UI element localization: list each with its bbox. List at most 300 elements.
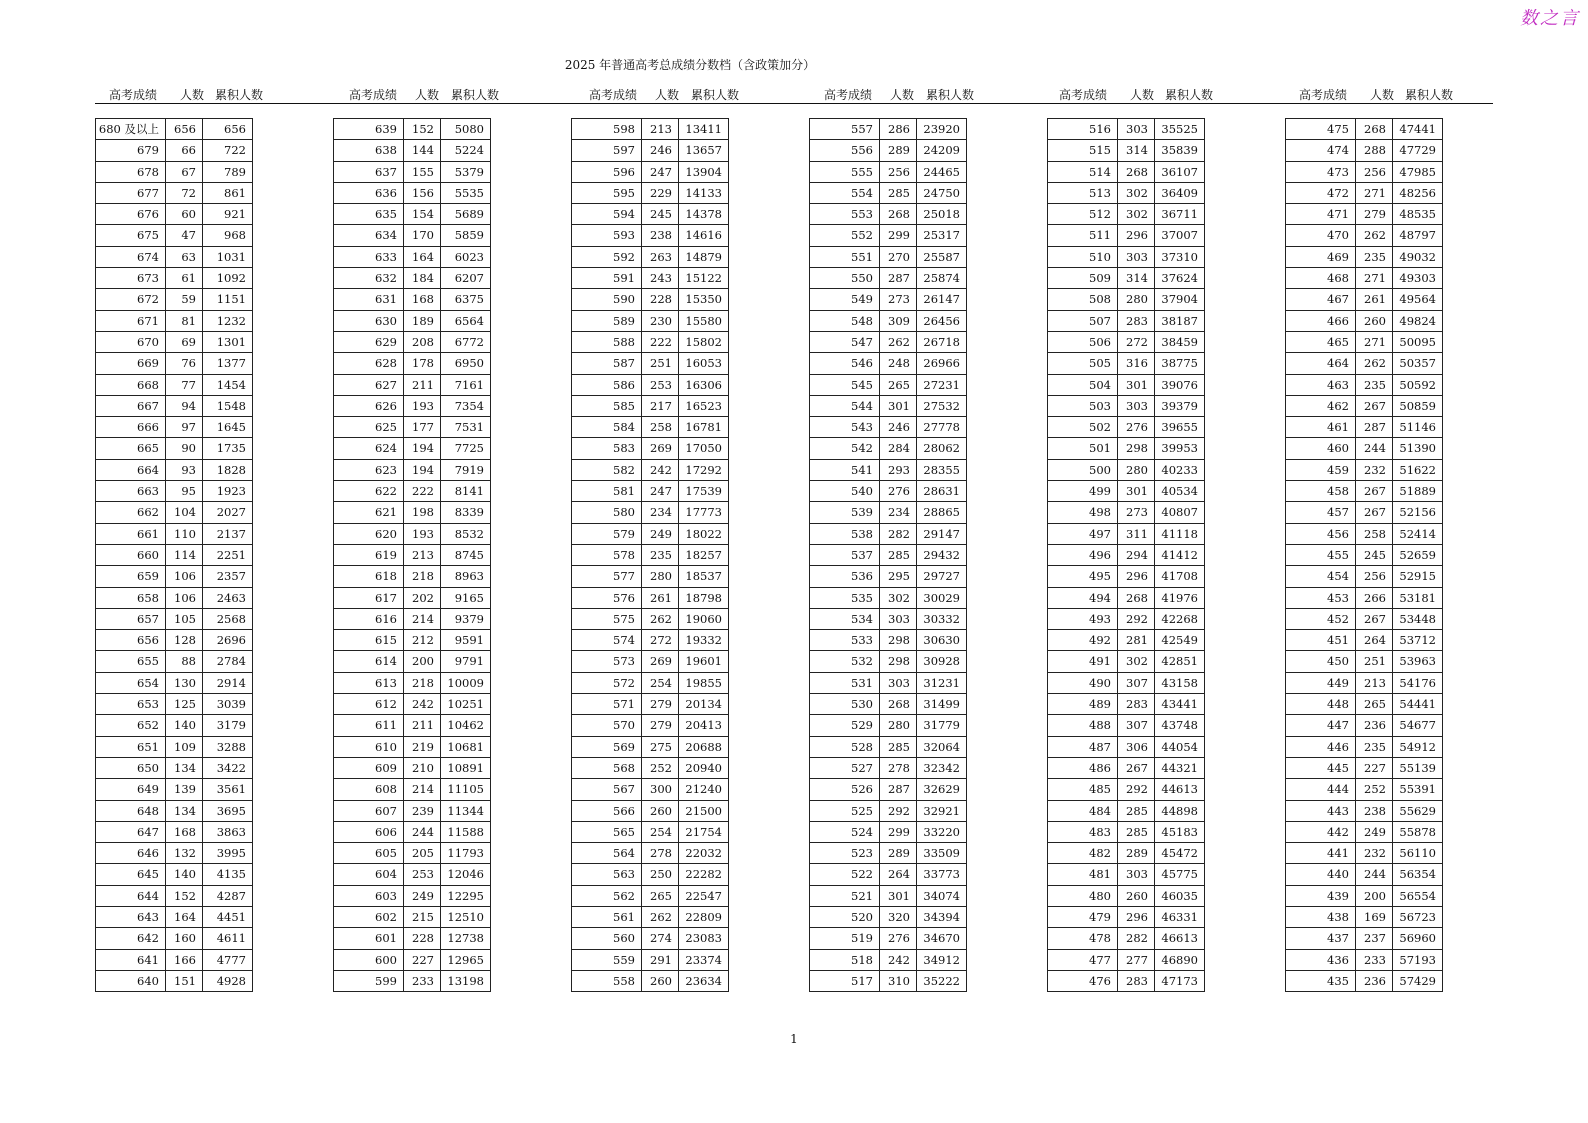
score-cell: 556 (810, 140, 880, 161)
table-row (1048, 331, 1205, 352)
table-row (1048, 779, 1205, 800)
table-row (810, 630, 967, 651)
cumulative-cell: 16781 (679, 417, 729, 438)
cumulative-cell: 29727 (917, 566, 967, 587)
cumulative-cell: 35222 (917, 970, 967, 991)
cumulative-cell: 656 (203, 119, 253, 140)
count-cell: 242 (642, 459, 679, 480)
cumulative-cell: 4287 (203, 885, 253, 906)
count-cell: 200 (1356, 885, 1393, 906)
cumulative-cell: 37904 (1155, 289, 1205, 310)
score-cell: 536 (810, 566, 880, 587)
score-cell: 469 (1286, 246, 1356, 267)
score-cell: 562 (572, 885, 642, 906)
score-cell: 474 (1286, 140, 1356, 161)
cumulative-cell: 23634 (679, 970, 729, 991)
table-row (1048, 885, 1205, 906)
table-row (1048, 459, 1205, 480)
count-cell: 244 (1356, 438, 1393, 459)
cumulative-cell: 47441 (1393, 119, 1443, 140)
cumulative-cell: 1377 (203, 353, 253, 374)
count-cell: 132 (166, 843, 203, 864)
count-cell: 292 (880, 800, 917, 821)
count-cell: 267 (1118, 757, 1155, 778)
table-row (1286, 970, 1443, 991)
table-row (572, 630, 729, 651)
table-row (1286, 438, 1443, 459)
cumulative-cell: 25317 (917, 225, 967, 246)
score-cell: 454 (1286, 566, 1356, 587)
cumulative-cell: 26147 (917, 289, 967, 310)
count-cell: 248 (880, 353, 917, 374)
count-cell: 154 (404, 204, 441, 225)
table-row (572, 502, 729, 523)
count-cell: 249 (1356, 821, 1393, 842)
count-cell: 245 (1356, 544, 1393, 565)
cumulative-cell: 43441 (1155, 694, 1205, 715)
cumulative-cell: 36107 (1155, 161, 1205, 182)
cumulative-cell: 39655 (1155, 417, 1205, 438)
count-cell: 307 (1118, 672, 1155, 693)
score-cell: 584 (572, 417, 642, 438)
count-cell: 69 (166, 331, 203, 352)
table-row (810, 331, 967, 352)
score-cell: 628 (334, 353, 404, 374)
count-cell: 214 (404, 608, 441, 629)
count-cell: 284 (880, 438, 917, 459)
count-cell: 59 (166, 289, 203, 310)
score-cell: 593 (572, 225, 642, 246)
cumulative-cell: 15580 (679, 310, 729, 331)
score-cell: 655 (96, 651, 166, 672)
cumulative-cell: 40807 (1155, 502, 1205, 523)
count-cell: 252 (642, 757, 679, 778)
score-cell: 507 (1048, 310, 1118, 331)
count-cell: 258 (1356, 523, 1393, 544)
cumulative-cell: 54441 (1393, 694, 1443, 715)
count-cell: 273 (880, 289, 917, 310)
table-row (1286, 885, 1443, 906)
count-cell: 247 (642, 481, 679, 502)
cumulative-cell: 29432 (917, 544, 967, 565)
cumulative-cell: 4611 (203, 928, 253, 949)
cumulative-cell: 2137 (203, 523, 253, 544)
cumulative-cell: 9379 (441, 608, 491, 629)
cumulative-cell: 42268 (1155, 608, 1205, 629)
count-cell: 285 (880, 544, 917, 565)
table-row (572, 800, 729, 821)
cumulative-cell: 2784 (203, 651, 253, 672)
table-row (572, 119, 729, 140)
cumulative-cell: 8339 (441, 502, 491, 523)
header-score: 高考成绩 (109, 88, 158, 102)
score-cell: 614 (334, 651, 404, 672)
table-row (810, 374, 967, 395)
count-cell: 235 (642, 544, 679, 565)
score-table-block-1 (95, 118, 253, 992)
table-row (334, 885, 491, 906)
table-row (572, 459, 729, 480)
cumulative-cell: 31779 (917, 715, 967, 736)
count-cell: 309 (880, 310, 917, 331)
table-row (334, 608, 491, 629)
cumulative-cell: 48797 (1393, 225, 1443, 246)
table-row (334, 544, 491, 565)
header-group-5 (1045, 86, 1225, 102)
cumulative-cell: 7354 (441, 395, 491, 416)
table-row (810, 779, 967, 800)
count-cell: 268 (1118, 587, 1155, 608)
table-row (810, 395, 967, 416)
score-cell: 461 (1286, 417, 1356, 438)
cumulative-cell: 1645 (203, 417, 253, 438)
count-cell: 303 (1118, 246, 1155, 267)
table-row (96, 779, 253, 800)
score-cell: 618 (334, 566, 404, 587)
header-group-3 (575, 86, 755, 102)
score-cell: 539 (810, 502, 880, 523)
score-cell: 588 (572, 331, 642, 352)
count-cell: 262 (642, 608, 679, 629)
cumulative-cell: 56554 (1393, 885, 1443, 906)
score-cell: 487 (1048, 736, 1118, 757)
table-row (96, 970, 253, 991)
count-cell: 276 (1118, 417, 1155, 438)
score-cell: 525 (810, 800, 880, 821)
count-cell: 242 (880, 949, 917, 970)
table-row (810, 821, 967, 842)
table-row (334, 502, 491, 523)
cumulative-cell: 51889 (1393, 481, 1443, 502)
count-cell: 177 (404, 417, 441, 438)
score-cell: 436 (1286, 949, 1356, 970)
cumulative-cell: 45472 (1155, 843, 1205, 864)
count-cell: 249 (404, 885, 441, 906)
count-cell: 295 (880, 566, 917, 587)
cumulative-cell: 18022 (679, 523, 729, 544)
header-count: 人数 (890, 88, 915, 102)
cumulative-cell: 2463 (203, 587, 253, 608)
count-cell: 235 (1356, 736, 1393, 757)
cumulative-cell: 35525 (1155, 119, 1205, 140)
score-cell: 570 (572, 715, 642, 736)
count-cell: 193 (404, 523, 441, 544)
table-row (1048, 821, 1205, 842)
cumulative-cell: 13198 (441, 970, 491, 991)
table-row (810, 119, 967, 140)
count-cell: 246 (880, 417, 917, 438)
count-cell: 253 (404, 864, 441, 885)
count-cell: 261 (1356, 289, 1393, 310)
table-row (810, 523, 967, 544)
table-row (334, 630, 491, 651)
table-row (572, 353, 729, 374)
score-cell: 667 (96, 395, 166, 416)
cumulative-cell: 12965 (441, 949, 491, 970)
header-group-2 (335, 86, 515, 102)
score-cell: 582 (572, 459, 642, 480)
table-row (1048, 438, 1205, 459)
count-cell: 237 (1356, 928, 1393, 949)
table-row (96, 949, 253, 970)
table-row (96, 821, 253, 842)
count-cell: 227 (1356, 757, 1393, 778)
cumulative-cell: 34912 (917, 949, 967, 970)
count-cell: 277 (1118, 949, 1155, 970)
table-row (572, 161, 729, 182)
score-cell: 641 (96, 949, 166, 970)
table-row (334, 949, 491, 970)
table-row (334, 459, 491, 480)
table-row (810, 906, 967, 927)
cumulative-cell: 52156 (1393, 502, 1443, 523)
cumulative-cell: 14378 (679, 204, 729, 225)
score-cell: 486 (1048, 757, 1118, 778)
count-cell: 298 (880, 630, 917, 651)
table-row (334, 353, 491, 374)
cumulative-cell: 10891 (441, 757, 491, 778)
count-cell: 160 (166, 928, 203, 949)
count-cell: 60 (166, 204, 203, 225)
count-cell: 152 (166, 885, 203, 906)
score-cell: 648 (96, 800, 166, 821)
table-row (1048, 417, 1205, 438)
cumulative-cell: 22282 (679, 864, 729, 885)
count-cell: 260 (1118, 885, 1155, 906)
table-row (572, 566, 729, 587)
table-row (1048, 906, 1205, 927)
score-table-block-2 (333, 118, 491, 992)
table-row (334, 481, 491, 502)
score-cell: 470 (1286, 225, 1356, 246)
table-row (334, 417, 491, 438)
cumulative-cell: 37310 (1155, 246, 1205, 267)
table-row (1048, 140, 1205, 161)
score-cell: 621 (334, 502, 404, 523)
score-cell: 496 (1048, 544, 1118, 565)
count-cell: 262 (642, 906, 679, 927)
table-row (572, 310, 729, 331)
score-cell: 493 (1048, 608, 1118, 629)
cumulative-cell: 4135 (203, 864, 253, 885)
count-cell: 298 (1118, 438, 1155, 459)
cumulative-cell: 12510 (441, 906, 491, 927)
score-cell: 478 (1048, 928, 1118, 949)
score-cell: 464 (1286, 353, 1356, 374)
count-cell: 656 (166, 119, 203, 140)
score-cell: 583 (572, 438, 642, 459)
cumulative-cell: 10009 (441, 672, 491, 693)
score-cell: 517 (810, 970, 880, 991)
table-row (1286, 246, 1443, 267)
count-cell: 235 (1356, 246, 1393, 267)
table-row (96, 544, 253, 565)
count-cell: 110 (166, 523, 203, 544)
score-cell: 640 (96, 970, 166, 991)
count-cell: 261 (642, 587, 679, 608)
count-cell: 268 (1356, 119, 1393, 140)
score-cell: 642 (96, 928, 166, 949)
cumulative-cell: 34074 (917, 885, 967, 906)
table-row (810, 438, 967, 459)
count-cell: 94 (166, 395, 203, 416)
cumulative-cell: 20413 (679, 715, 729, 736)
cumulative-cell: 5224 (441, 140, 491, 161)
cumulative-cell: 12046 (441, 864, 491, 885)
table-row (96, 502, 253, 523)
count-cell: 229 (642, 182, 679, 203)
cumulative-cell: 46890 (1155, 949, 1205, 970)
cumulative-cell: 23083 (679, 928, 729, 949)
cumulative-cell: 861 (203, 182, 253, 203)
cumulative-cell: 52659 (1393, 544, 1443, 565)
count-cell: 299 (880, 225, 917, 246)
cumulative-cell: 39076 (1155, 374, 1205, 395)
score-cell: 557 (810, 119, 880, 140)
table-row (572, 140, 729, 161)
table-row (96, 161, 253, 182)
score-cell: 572 (572, 672, 642, 693)
count-cell: 303 (1118, 119, 1155, 140)
score-cell: 555 (810, 161, 880, 182)
count-cell: 267 (1356, 395, 1393, 416)
table-row (334, 566, 491, 587)
cumulative-cell: 5535 (441, 182, 491, 203)
count-cell: 232 (1356, 843, 1393, 864)
count-cell: 268 (1118, 161, 1155, 182)
count-cell: 81 (166, 310, 203, 331)
table-row (572, 672, 729, 693)
cumulative-cell: 10681 (441, 736, 491, 757)
score-cell: 585 (572, 395, 642, 416)
cumulative-cell: 29147 (917, 523, 967, 544)
cumulative-cell: 3179 (203, 715, 253, 736)
score-cell: 647 (96, 821, 166, 842)
score-cell: 439 (1286, 885, 1356, 906)
table-row (96, 459, 253, 480)
cumulative-cell: 17773 (679, 502, 729, 523)
table-row (1048, 694, 1205, 715)
count-cell: 280 (642, 566, 679, 587)
score-cell: 550 (810, 268, 880, 289)
score-cell: 511 (1048, 225, 1118, 246)
table-row (1286, 587, 1443, 608)
table-row (1286, 502, 1443, 523)
table-row (96, 864, 253, 885)
score-cell: 522 (810, 864, 880, 885)
score-cell: 530 (810, 694, 880, 715)
score-cell: 679 (96, 140, 166, 161)
table-row (810, 587, 967, 608)
count-cell: 302 (1118, 651, 1155, 672)
count-cell: 291 (642, 949, 679, 970)
table-row (96, 566, 253, 587)
table-row (810, 715, 967, 736)
cumulative-cell: 38775 (1155, 353, 1205, 374)
count-cell: 242 (404, 694, 441, 715)
table-row (1048, 289, 1205, 310)
count-cell: 244 (1356, 864, 1393, 885)
table-row (572, 374, 729, 395)
count-cell: 302 (880, 587, 917, 608)
cumulative-cell: 45775 (1155, 864, 1205, 885)
count-cell: 299 (880, 821, 917, 842)
score-cell: 491 (1048, 651, 1118, 672)
count-cell: 289 (880, 140, 917, 161)
count-cell: 294 (1118, 544, 1155, 565)
score-cell: 653 (96, 694, 166, 715)
cumulative-cell: 26966 (917, 353, 967, 374)
count-cell: 222 (642, 331, 679, 352)
table-row (1286, 289, 1443, 310)
score-cell: 500 (1048, 459, 1118, 480)
score-cell: 659 (96, 566, 166, 587)
score-cell: 443 (1286, 800, 1356, 821)
count-cell: 281 (1118, 630, 1155, 651)
count-cell: 265 (642, 885, 679, 906)
count-cell: 260 (642, 970, 679, 991)
table-row (334, 821, 491, 842)
cumulative-cell: 51390 (1393, 438, 1443, 459)
table-row (1286, 757, 1443, 778)
score-cell: 652 (96, 715, 166, 736)
table-row (1286, 672, 1443, 693)
cumulative-cell: 1828 (203, 459, 253, 480)
count-cell: 278 (642, 843, 679, 864)
count-cell: 283 (1118, 694, 1155, 715)
cumulative-cell: 53963 (1393, 651, 1443, 672)
count-cell: 217 (642, 395, 679, 416)
table-row (96, 331, 253, 352)
count-cell: 282 (1118, 928, 1155, 949)
score-cell: 612 (334, 694, 404, 715)
cumulative-cell: 21240 (679, 779, 729, 800)
table-row (810, 566, 967, 587)
table-row (572, 182, 729, 203)
count-cell: 250 (642, 864, 679, 885)
cumulative-cell: 22032 (679, 843, 729, 864)
table-row (96, 417, 253, 438)
cumulative-cell: 51146 (1393, 417, 1443, 438)
cumulative-cell: 968 (203, 225, 253, 246)
cumulative-cell: 7161 (441, 374, 491, 395)
cumulative-cell: 19332 (679, 630, 729, 651)
table-row (1048, 587, 1205, 608)
table-row (1048, 608, 1205, 629)
count-cell: 267 (1356, 481, 1393, 502)
score-cell: 438 (1286, 906, 1356, 927)
score-cell: 519 (810, 928, 880, 949)
cumulative-cell: 3561 (203, 779, 253, 800)
table-row (572, 715, 729, 736)
table-row (1048, 353, 1205, 374)
header-cumulative: 累积人数 (1405, 88, 1454, 102)
table-row (572, 736, 729, 757)
score-cell: 529 (810, 715, 880, 736)
count-cell: 301 (1118, 481, 1155, 502)
cumulative-cell: 722 (203, 140, 253, 161)
cumulative-cell: 16053 (679, 353, 729, 374)
table-row (572, 331, 729, 352)
header-cumulative: 累积人数 (215, 88, 264, 102)
table-row (334, 736, 491, 757)
count-cell: 279 (642, 694, 679, 715)
count-cell: 67 (166, 161, 203, 182)
table-row (1048, 182, 1205, 203)
score-cell: 510 (1048, 246, 1118, 267)
count-cell: 212 (404, 630, 441, 651)
table-row (334, 651, 491, 672)
